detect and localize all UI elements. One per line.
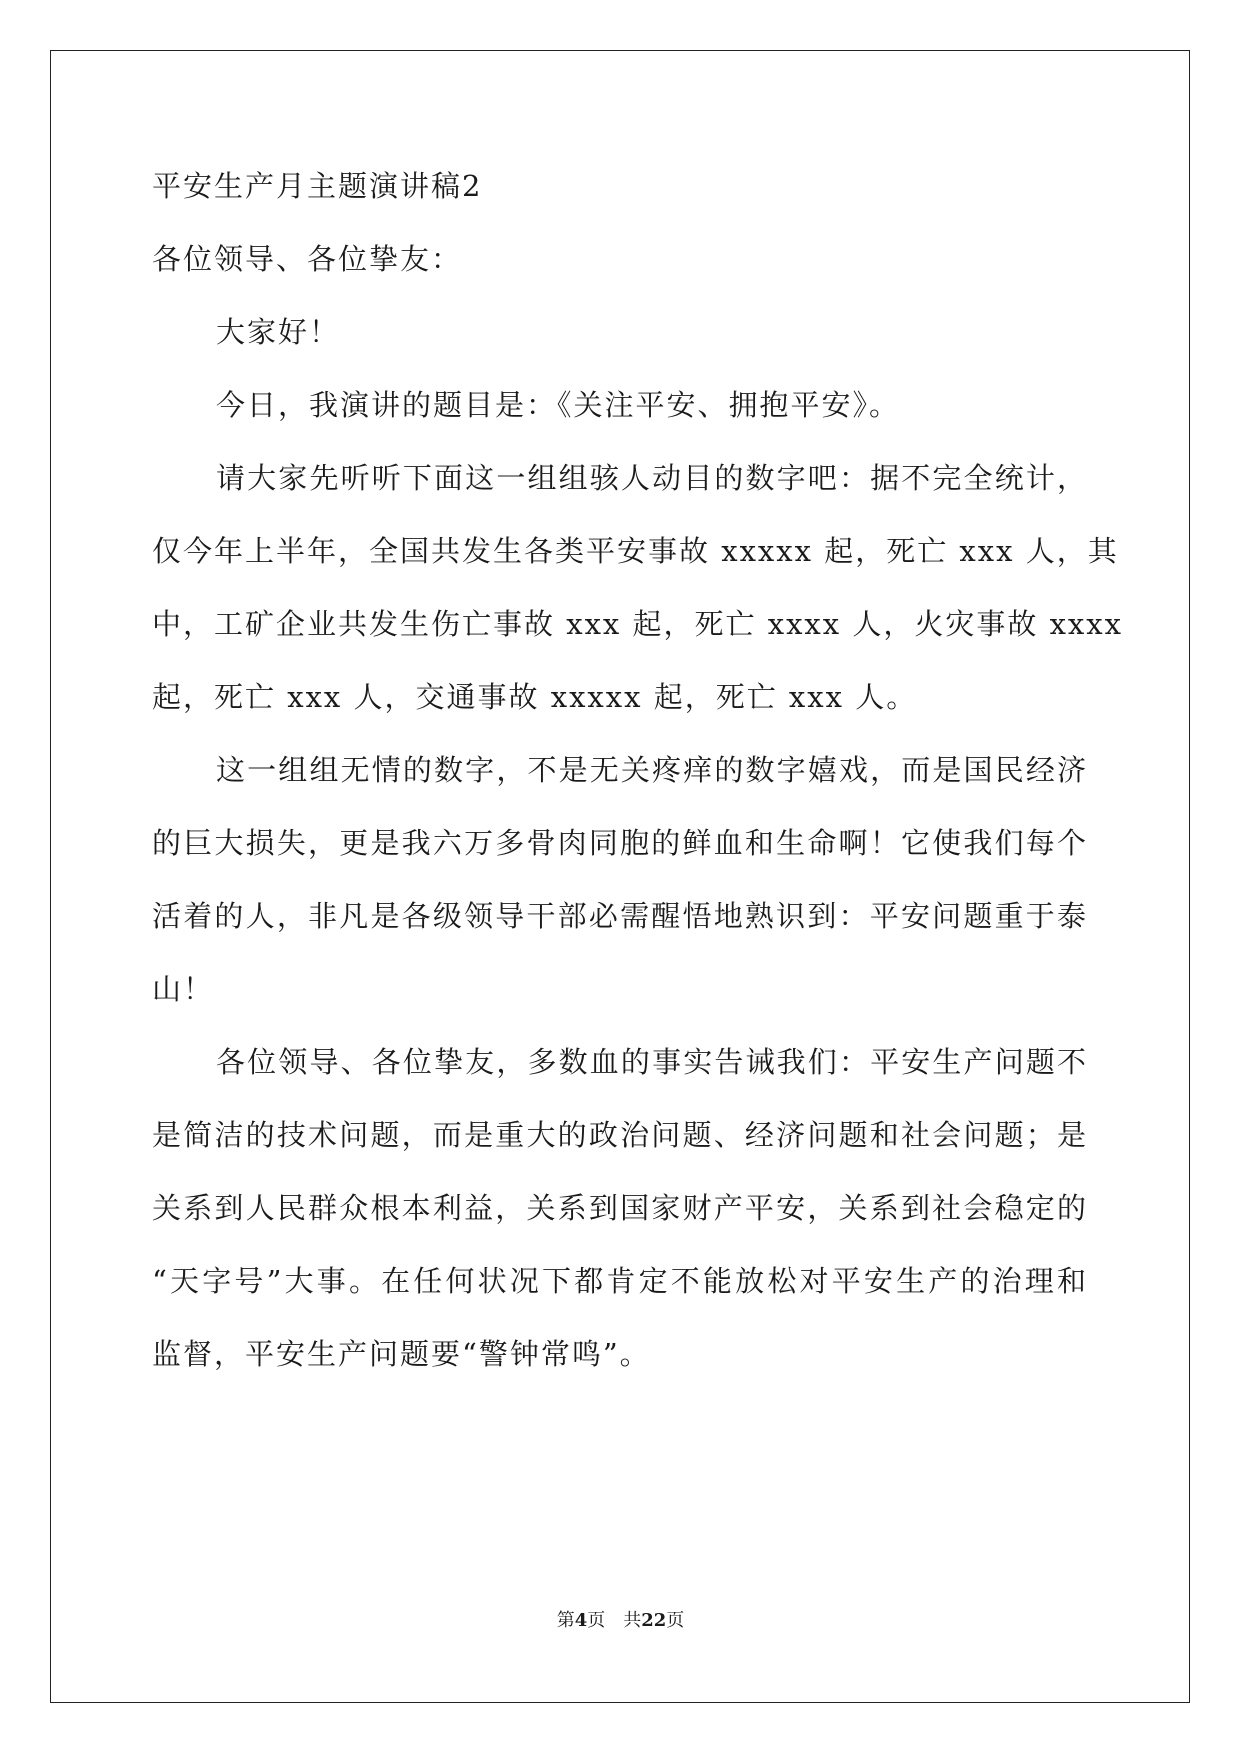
paragraph-2-line-1: 这一组组无情的数字，不是无关疼痒的数字嬉戏，而是国民经济 — [216, 753, 1088, 787]
paragraph-1-line-2: 仅今年上半年，全国共发生各类平安事故 xxxxx 起，死亡 xxx 人，其 — [152, 534, 1119, 568]
paragraph-2-line-4: 山！ — [152, 972, 215, 1006]
paragraph-3-line-1: 各位领导、各位挚友，多数血的事实告诫我们：平安生产问题不 — [216, 1045, 1088, 1079]
footer-total-prefix: 共 — [623, 1610, 642, 1631]
paragraph-1-line-4: 起，死亡 xxx 人，交通事故 xxxxx 起，死亡 xxx 人。 — [152, 680, 918, 714]
greeting: 大家好！ — [216, 315, 341, 349]
paragraph-1-line-1: 请大家先听听下面这一组组骇人动目的数字吧：据不完全统计， — [216, 461, 1088, 495]
total-page-count: 22 — [641, 1610, 667, 1631]
document-title: 平安生产月主题演讲稿2 — [152, 169, 483, 203]
page-footer — [0, 1608, 1241, 1634]
salutation: 各位领导、各位挚友： — [152, 242, 463, 276]
footer-total-suffix: 页 — [666, 1610, 685, 1631]
speech-topic: 今日，我演讲的题目是：《关注平安、拥抱平安》。 — [216, 388, 901, 422]
paragraph-3-line-5: 监督，平安生产问题要“警钟常鸣”。 — [152, 1337, 651, 1371]
document-body — [152, 150, 1123, 1391]
current-page-number: 4 — [574, 1610, 588, 1631]
paragraph-3-line-3: 关系到人民群众根本利益，关系到国家财产平安，关系到社会稳定的 — [152, 1191, 1088, 1225]
footer-prefix: 第 — [556, 1610, 575, 1631]
paragraph-1-line-3: 中，工矿企业共发生伤亡事故 xxx 起，死亡 xxxx 人，火灾事故 xxxx — [152, 607, 1123, 641]
paragraph-2-line-3: 活着的人，非凡是各级领导干部必需醒悟地熟识到：平安问题重于泰 — [152, 899, 1088, 933]
paragraph-2-line-2: 的巨大损失，更是我六万多骨肉同胞的鲜血和生命啊！它使我们每个 — [152, 826, 1088, 860]
footer-page-suffix: 页 — [587, 1610, 606, 1631]
paragraph-3-line-4: “天字号”大事。在任何状况下都肯定不能放松对平安生产的治理和 — [152, 1264, 1088, 1298]
paragraph-3-line-2: 是简洁的技术问题，而是重大的政治问题、经济问题和社会问题；是 — [152, 1118, 1088, 1152]
